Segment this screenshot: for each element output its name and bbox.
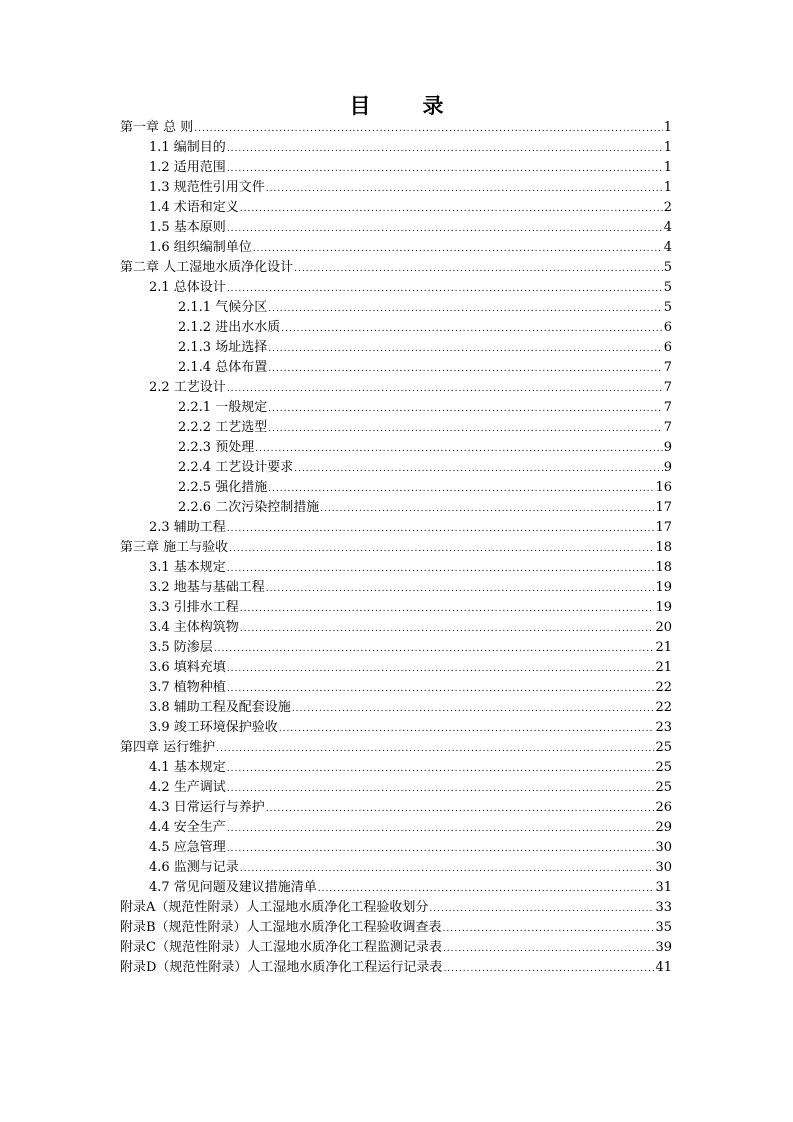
toc-entry-label: 附录A（规范性附录）人工湿地水质净化工程验收划分 bbox=[120, 900, 429, 915]
toc-entry[interactable] bbox=[120, 858, 672, 878]
toc-entry-page-number: 30 bbox=[655, 840, 672, 855]
toc-entry-label: 4.7 常见问题及建议措施清单 bbox=[149, 880, 317, 895]
toc-entry-page-number: 31 bbox=[655, 880, 672, 895]
toc-entry[interactable] bbox=[120, 798, 672, 818]
toc-entry-page-number: 1 bbox=[663, 120, 672, 135]
toc-entry[interactable] bbox=[120, 518, 672, 538]
toc-entry-page-number: 1 bbox=[663, 140, 672, 155]
toc-entry[interactable] bbox=[120, 598, 672, 618]
toc-dot-leader bbox=[281, 319, 663, 339]
toc-entry-page-number: 17 bbox=[655, 500, 672, 515]
toc-entry-page-number: 41 bbox=[655, 960, 672, 975]
toc-entry[interactable] bbox=[120, 258, 672, 278]
toc-entry[interactable] bbox=[120, 358, 672, 378]
toc-entry-label: 附录B（规范性附录）人工湿地水质净化工程验收调查表 bbox=[120, 920, 442, 935]
toc-dot-leader bbox=[227, 159, 663, 179]
toc-dot-leader bbox=[227, 219, 663, 239]
toc-dot-leader bbox=[429, 899, 654, 919]
toc-entry-label: 3.9 竣工环境保护验收 bbox=[149, 720, 278, 735]
toc-entry-label: 3.7 植物种植 bbox=[149, 680, 226, 695]
toc-entry-label: 1.5 基本原则 bbox=[149, 220, 226, 235]
toc-entry-page-number: 5 bbox=[663, 260, 672, 275]
toc-entry[interactable] bbox=[120, 278, 672, 298]
toc-entry-page-number: 33 bbox=[655, 900, 672, 915]
toc-entry[interactable] bbox=[120, 418, 672, 438]
page-title-right: 录 bbox=[422, 94, 444, 118]
toc-entry-page-number: 25 bbox=[655, 780, 672, 795]
toc-entry[interactable] bbox=[120, 398, 672, 418]
toc-entry-label: 2.2.1 一般规定 bbox=[178, 400, 268, 415]
toc-entry-page-number: 4 bbox=[663, 220, 672, 235]
toc-entry[interactable] bbox=[120, 698, 672, 718]
toc-entry-page-number: 7 bbox=[663, 400, 672, 415]
toc-entry-page-number: 21 bbox=[655, 660, 672, 675]
toc-entry-label: 3.4 主体构筑物 bbox=[149, 620, 239, 635]
toc-dot-leader bbox=[268, 399, 663, 419]
toc-entry-label: 3.5 防渗层 bbox=[149, 640, 213, 655]
toc-entry-label: 第四章 运行维护 bbox=[120, 740, 216, 755]
toc-dot-leader bbox=[266, 799, 655, 819]
toc-entry-label: 2.1.2 进出水水质 bbox=[178, 320, 281, 335]
toc-entry[interactable] bbox=[120, 238, 672, 258]
toc-entry[interactable] bbox=[120, 818, 672, 838]
toc-entry[interactable] bbox=[120, 758, 672, 778]
toc-entry-page-number: 21 bbox=[655, 640, 672, 655]
toc-dot-leader bbox=[227, 139, 663, 159]
toc-entry-page-number: 25 bbox=[655, 760, 672, 775]
toc-entry[interactable] bbox=[120, 378, 672, 398]
toc-entry-page-number: 6 bbox=[663, 340, 672, 355]
toc-entry-label: 第三章 施工与验收 bbox=[120, 540, 229, 555]
toc-entry[interactable] bbox=[120, 958, 672, 978]
toc-entry-label: 4.3 日常运行与养护 bbox=[149, 800, 265, 815]
table-of-contents bbox=[120, 118, 672, 978]
toc-entry-label: 2.2.4 工艺设计要求 bbox=[178, 460, 294, 475]
toc-entry-page-number: 6 bbox=[663, 320, 672, 335]
toc-entry-label: 1.3 规范性引用文件 bbox=[149, 180, 265, 195]
toc-entry-label: 2.2 工艺设计 bbox=[149, 380, 226, 395]
toc-dot-leader bbox=[227, 839, 655, 859]
toc-entry[interactable] bbox=[120, 778, 672, 798]
toc-dot-leader bbox=[227, 519, 655, 539]
toc-entry-page-number: 39 bbox=[655, 940, 672, 955]
toc-entry[interactable] bbox=[120, 918, 672, 938]
toc-dot-leader bbox=[268, 299, 663, 319]
toc-entry-label: 3.6 填料充填 bbox=[149, 660, 226, 675]
toc-entry[interactable] bbox=[120, 738, 672, 758]
toc-dot-leader bbox=[443, 959, 654, 979]
toc-entry-label: 2.1 总体设计 bbox=[149, 280, 226, 295]
toc-dot-leader bbox=[227, 759, 655, 779]
toc-entry[interactable] bbox=[120, 618, 672, 638]
toc-entry[interactable] bbox=[120, 558, 672, 578]
toc-dot-leader bbox=[227, 779, 655, 799]
toc-entry-page-number: 18 bbox=[655, 560, 672, 575]
toc-dot-leader bbox=[320, 499, 654, 519]
toc-entry-page-number: 23 bbox=[655, 720, 672, 735]
toc-entry-page-number: 7 bbox=[663, 380, 672, 395]
toc-entry-label: 4.5 应急管理 bbox=[149, 840, 226, 855]
toc-entry-page-number: 9 bbox=[663, 460, 672, 475]
toc-entry-label: 附录C（规范性附录）人工湿地水质净化工程监测记录表 bbox=[120, 940, 442, 955]
toc-entry-page-number: 20 bbox=[655, 620, 672, 635]
toc-entry-page-number: 18 bbox=[655, 540, 672, 555]
page-title-left: 目 bbox=[349, 94, 371, 118]
toc-entry-label: 4.1 基本规定 bbox=[149, 760, 226, 775]
toc-entry-label: 1.4 术语和定义 bbox=[149, 200, 239, 215]
toc-entry[interactable] bbox=[120, 578, 672, 598]
toc-dot-leader bbox=[255, 439, 663, 459]
toc-dot-leader bbox=[268, 419, 663, 439]
toc-entry-page-number: 35 bbox=[655, 920, 672, 935]
toc-dot-leader bbox=[318, 879, 655, 899]
toc-entry[interactable] bbox=[120, 938, 672, 958]
toc-entry-page-number: 22 bbox=[655, 680, 672, 695]
toc-entry[interactable] bbox=[120, 458, 672, 478]
toc-dot-leader bbox=[294, 259, 663, 279]
toc-entry-label: 4.2 生产调试 bbox=[149, 780, 226, 795]
toc-entry-page-number: 1 bbox=[663, 180, 672, 195]
toc-entry-label: 2.1.4 总体布置 bbox=[178, 360, 268, 375]
toc-entry-page-number: 2 bbox=[663, 200, 672, 215]
toc-entry-label: 2.2.5 强化措施 bbox=[178, 480, 268, 495]
toc-dot-leader bbox=[268, 359, 663, 379]
toc-entry[interactable] bbox=[120, 718, 672, 738]
page-title bbox=[0, 90, 793, 120]
toc-dot-leader bbox=[227, 819, 655, 839]
toc-entry-page-number: 25 bbox=[655, 740, 672, 755]
toc-entry-page-number: 7 bbox=[663, 360, 672, 375]
toc-entry-page-number: 1 bbox=[663, 160, 672, 175]
toc-entry-page-number: 30 bbox=[655, 860, 672, 875]
toc-dot-leader bbox=[227, 279, 663, 299]
toc-entry[interactable] bbox=[120, 438, 672, 458]
toc-dot-leader bbox=[227, 379, 663, 399]
toc-entry-page-number: 5 bbox=[663, 280, 672, 295]
toc-entry-label: 1.2 适用范围 bbox=[149, 160, 226, 175]
toc-dot-leader bbox=[268, 479, 654, 499]
toc-dot-leader bbox=[229, 539, 654, 559]
toc-entry[interactable] bbox=[120, 298, 672, 318]
toc-entry-label: 3.1 基本规定 bbox=[149, 560, 226, 575]
toc-entry[interactable] bbox=[120, 878, 672, 898]
toc-entry[interactable] bbox=[120, 838, 672, 858]
toc-dot-leader bbox=[279, 719, 655, 739]
toc-dot-leader bbox=[292, 699, 655, 719]
toc-entry-page-number: 17 bbox=[655, 520, 672, 535]
toc-entry-label: 1.1 编制目的 bbox=[149, 140, 226, 155]
toc-entry-label: 第二章 人工湿地水质净化设计 bbox=[120, 260, 294, 275]
toc-dot-leader bbox=[443, 939, 655, 959]
toc-entry[interactable] bbox=[120, 158, 672, 178]
toc-dot-leader bbox=[266, 179, 663, 199]
toc-dot-leader bbox=[294, 459, 663, 479]
toc-entry[interactable] bbox=[120, 138, 672, 158]
toc-dot-leader bbox=[240, 619, 655, 639]
toc-dot-leader bbox=[240, 859, 655, 879]
toc-entry[interactable] bbox=[120, 478, 672, 498]
toc-entry-page-number: 26 bbox=[655, 800, 672, 815]
toc-entry-label: 4.4 安全生产 bbox=[149, 820, 226, 835]
toc-entry[interactable] bbox=[120, 658, 672, 678]
toc-dot-leader bbox=[240, 599, 655, 619]
toc-entry-page-number: 16 bbox=[655, 480, 672, 495]
toc-entry[interactable] bbox=[120, 178, 672, 198]
toc-entry-page-number: 5 bbox=[663, 300, 672, 315]
toc-entry-label: 1.6 组织编制单位 bbox=[149, 240, 252, 255]
toc-entry-label: 2.1.3 场址选择 bbox=[178, 340, 268, 355]
toc-entry-label: 2.2.2 工艺选型 bbox=[178, 420, 268, 435]
toc-entry-label: 4.6 监测与记录 bbox=[149, 860, 239, 875]
toc-entry-label: 附录D（规范性附录）人工湿地水质净化工程运行记录表 bbox=[120, 960, 443, 975]
toc-entry-page-number: 19 bbox=[655, 600, 672, 615]
toc-entry-page-number: 22 bbox=[655, 700, 672, 715]
toc-dot-leader bbox=[227, 659, 655, 679]
toc-entry-label: 2.3 辅助工程 bbox=[149, 520, 226, 535]
toc-dot-leader bbox=[268, 339, 663, 359]
toc-dot-leader bbox=[214, 639, 655, 659]
toc-entry[interactable] bbox=[120, 318, 672, 338]
toc-entry-label: 第一章 总 则 bbox=[120, 120, 194, 135]
toc-entry[interactable] bbox=[120, 198, 672, 218]
toc-entry[interactable] bbox=[120, 118, 672, 138]
toc-entry[interactable] bbox=[120, 538, 672, 558]
toc-dot-leader bbox=[216, 739, 654, 759]
toc-entry-label: 2.2.3 预处理 bbox=[178, 440, 255, 455]
toc-entry-page-number: 19 bbox=[655, 580, 672, 595]
toc-entry-page-number: 7 bbox=[663, 420, 672, 435]
toc-entry-page-number: 9 bbox=[663, 440, 672, 455]
toc-entry[interactable] bbox=[120, 218, 672, 238]
toc-entry-page-number: 29 bbox=[655, 820, 672, 835]
toc-dot-leader bbox=[253, 239, 663, 259]
toc-entry[interactable] bbox=[120, 678, 672, 698]
toc-entry-label: 2.1.1 气候分区 bbox=[178, 300, 268, 315]
toc-dot-leader bbox=[194, 119, 662, 139]
toc-dot-leader bbox=[240, 199, 663, 219]
toc-entry[interactable] bbox=[120, 338, 672, 358]
toc-dot-leader bbox=[227, 559, 655, 579]
toc-entry-page-number: 4 bbox=[663, 240, 672, 255]
toc-entry-label: 3.3 引排水工程 bbox=[149, 600, 239, 615]
toc-dot-leader bbox=[443, 919, 655, 939]
toc-dot-leader bbox=[227, 679, 655, 699]
toc-entry-label: 3.2 地基与基础工程 bbox=[149, 580, 265, 595]
toc-entry-label: 2.2.6 二次污染控制措施 bbox=[178, 500, 320, 515]
toc-entry[interactable] bbox=[120, 638, 672, 658]
toc-dot-leader bbox=[266, 579, 655, 599]
toc-entry[interactable] bbox=[120, 898, 672, 918]
toc-entry[interactable] bbox=[120, 498, 672, 518]
toc-entry-label: 3.8 辅助工程及配套设施 bbox=[149, 700, 291, 715]
